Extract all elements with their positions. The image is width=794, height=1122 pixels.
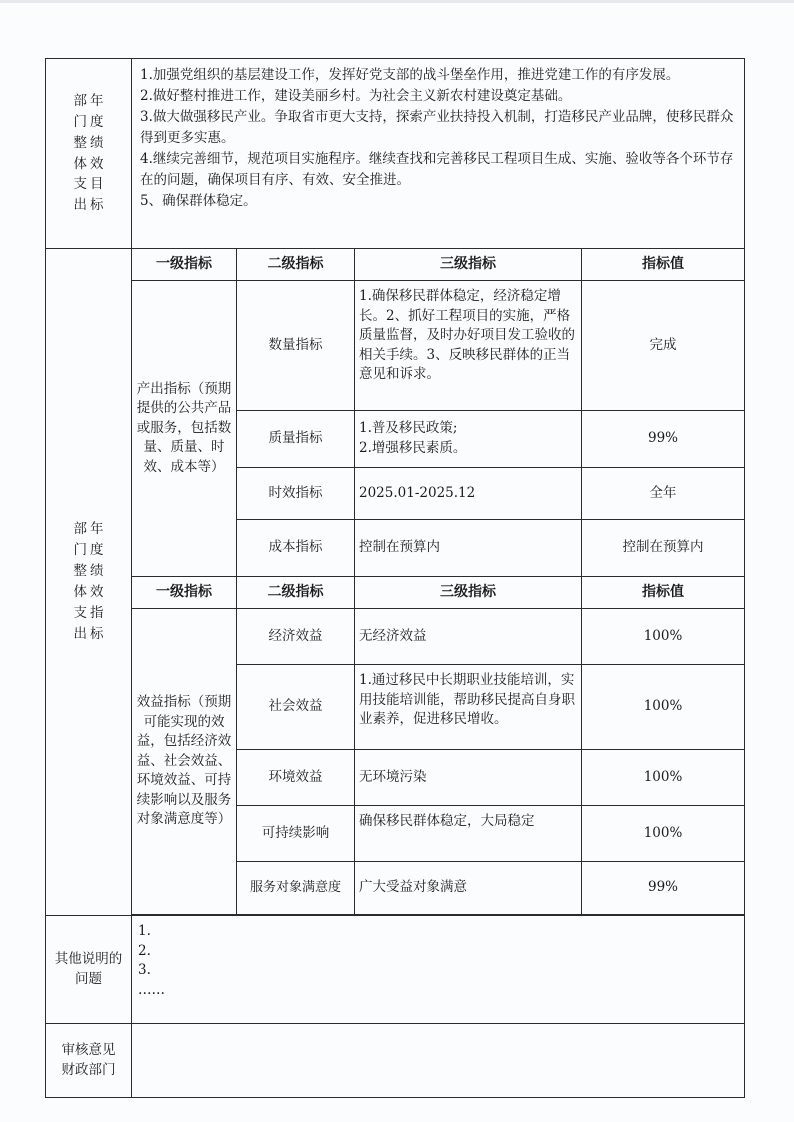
annual-goals-label-col-1: 部 门 整 体 支 出 [73, 92, 87, 214]
level2-cell: 质量指标 [237, 411, 355, 468]
value-cell: 100% [582, 806, 745, 862]
level3-cell: 无经济效益 [355, 609, 582, 665]
scan-edge [0, 0, 794, 3]
indicators-label-col-2: 年 度 绩 效 指 标 [90, 521, 104, 642]
value-cell: 全年 [582, 468, 745, 520]
other-notes-row [46, 916, 745, 1024]
level3-cell: 确保移民群体稳定，大局稳定 [355, 806, 582, 862]
header-level1: 一级指标 [132, 577, 237, 609]
level2-cell: 可持续影响 [237, 806, 355, 862]
finance-review-content [132, 1024, 745, 1098]
header-level2: 二级指标 [237, 249, 355, 281]
indicators-label [46, 249, 132, 916]
value-cell: 99% [582, 862, 745, 915]
indicators-label-col-1: 部 门 整 体 支 出 [73, 521, 87, 642]
annual-goals-content [132, 59, 745, 249]
note-line: 3. [138, 962, 151, 979]
value-cell: 100% [582, 750, 745, 806]
table-row [46, 609, 745, 665]
output-header-row [46, 249, 745, 281]
level2-cell: 数量指标 [237, 281, 355, 411]
annual-goals-label [46, 59, 132, 249]
goal-item: 4.继续完善细节，规范项目实施程序。继续查找和完善移民工程项目生成、实施、验收等各个环节存在的问题，确保项目有序、有效、安全推进。 [140, 150, 734, 188]
annual-goals-label-col-2: 年 度 绩 效 目 标 [90, 92, 104, 214]
goal-item: 1.加强党组织的基层建设工作，发挥好党支部的战斗堡垒作用，推进党建工作的有序发展。 [140, 67, 680, 83]
note-line: …… [138, 981, 165, 998]
level3-cell: 2025.01-2025.12 [355, 468, 582, 520]
goal-item: 2.做好整村推进工作，建设美丽乡村。为社会主义新农村建设奠定基础。 [140, 87, 572, 104]
other-notes-content [132, 916, 745, 1024]
note-line: 2. [138, 942, 151, 959]
header-level1: 一级指标 [132, 249, 237, 281]
header-value: 指标值 [582, 577, 745, 609]
level2-cell: 环境效益 [237, 750, 355, 806]
header-value: 指标值 [582, 249, 745, 281]
finance-review-label: 审核意见 财政部门 [46, 1024, 132, 1098]
benefit-level1-cell: 效益指标（预期可能实现的效益，包括经济效益、社会效益、环境效益、可持续影响以及服务对象满意度等） [132, 609, 237, 915]
value-cell: 控制在预算内 [582, 520, 745, 577]
benefit-header-row [46, 577, 745, 609]
level2-cell: 成本指标 [237, 520, 355, 577]
level3-cell: 广大受益对象满意 [355, 862, 582, 915]
table-row [46, 281, 745, 411]
level3-cell: 无环境污染 [355, 750, 582, 806]
header-level2: 二级指标 [237, 577, 355, 609]
goal-item: 5、确保群体稳定。 [140, 192, 257, 209]
level3-cell: 1.确保移民群体稳定，经济稳定增长。2、抓好工程项目的实施，严格质量监督，及时办好项目发工验收的相关手续。3、反映移民群体的正当意见和诉求。 [355, 281, 582, 411]
level2-cell: 经济效益 [237, 609, 355, 665]
level3-cell: 控制在预算内 [355, 520, 582, 577]
level2-cell: 时效指标 [237, 468, 355, 520]
output-level1-cell: 产出指标（预期提供的公共产品或服务，包括数量、质量、时效、成本等） [132, 281, 237, 577]
other-notes-label: 其他说明的 问题 [46, 916, 132, 1024]
level2-cell: 社会效益 [237, 665, 355, 750]
goal-item: 3.做大做强移民产业。争取省市更大支持，探索产业扶持投入机制，打造移民产业品牌，使移民群众得到更多实惠。 [140, 108, 734, 146]
value-cell: 99% [582, 411, 745, 468]
header-level3: 三级指标 [355, 577, 582, 609]
level2-cell: 服务对象满意度 [237, 862, 355, 915]
finance-review-row [46, 1024, 745, 1098]
value-cell: 100% [582, 665, 745, 750]
performance-form-table [45, 58, 745, 1098]
value-cell: 完成 [582, 281, 745, 411]
header-level3: 三级指标 [355, 249, 582, 281]
level3-cell: 1.通过移民中长期职业技能培训，实用技能培训能，帮助移民提高自身职业素养，促进移民增收。 [355, 665, 582, 750]
annual-goals-row [46, 59, 745, 249]
note-line: 1. [138, 923, 151, 939]
value-cell: 100% [582, 609, 745, 665]
level3-cell: 1.普及移民政策; 2.增强移民素质。 [355, 411, 582, 468]
